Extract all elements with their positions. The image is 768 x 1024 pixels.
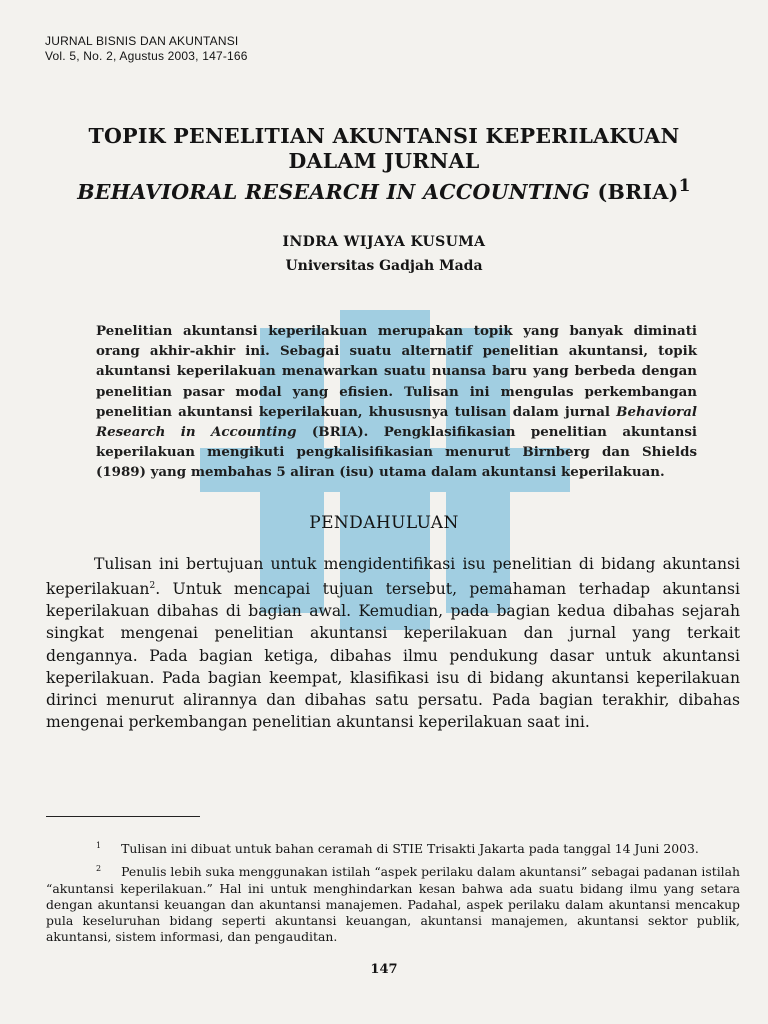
title-line-3 <box>60 174 708 205</box>
journal-issue: Vol. 5, No. 2, Agustus 2003, 147-166 <box>45 49 248 63</box>
page-number: 147 <box>370 962 398 977</box>
abstract <box>96 321 697 483</box>
intro-paragraph <box>46 553 740 733</box>
abstract-journal-name: Behavioral Research in Accounting <box>96 403 697 441</box>
journal-header <box>45 34 248 64</box>
intro-text-2: . Untuk mencapai tujuan tersebut, pemahaman terhadap akuntansi keperilakuan dibahas di bagian awal. Kemudian, pada bagian kedua dibahas sejarah singkat mengenai penelitian akuntansi keperilakuan dan jurnal yang terkait dengannya. Pada bagian ketiga, dibahas ilmu pendukung dasar untuk akuntansi keperilakuan. Pada bagian keempat, klasifikasi isu di bidang akuntansi keperilakuan dirinci menurut alirannya dan dibahas satu persatu. Pada bagian terakhir, dibahas mengenai perkembangan penelitian akuntansi keperilakuan saat ini. <box>46 580 740 731</box>
section-heading: PENDAHULUAN <box>309 513 459 533</box>
footnote-1 <box>46 838 740 857</box>
footnote-divider <box>46 816 200 817</box>
abstract-text-2: (BRIA). Pengklasifikasian penelitian akuntansi keperilakuan mengikuti pengkalisifikasian menurut Birnberg dan Shields (1989) yang membahas 5 aliran (isu) utama dalam akuntansi keperilakuan. <box>96 424 697 481</box>
footnote-2 <box>46 861 740 945</box>
article-title <box>60 124 708 205</box>
footnote-1-marker: 1 <box>96 841 102 850</box>
abstract-text-1: Penelitian akuntansi keperilakuan merupakan topik yang banyak diminati orang akhir-akhir ini. Sebagai suatu alternatif penelitian akuntansi, topik akuntansi keperilakuan menawarkan suatu nuansa baru yang berbeda dengan penelitian pasar modal yang efisien. Tulisan ini mengulas perkembangan penelitian akuntansi keperilakuan, khususnya tulisan dalam jurnal <box>96 323 697 420</box>
footnote-2-marker: 2 <box>96 864 102 874</box>
title-journal-name: BEHAVIORAL RESEARCH IN ACCOUNTING <box>77 179 591 204</box>
title-line-2: DALAM JURNAL <box>288 149 480 173</box>
title-footnote-marker: 1 <box>678 176 691 196</box>
title-line-1: TOPIK PENELITIAN AKUNTANSI KEPERILAKUAN <box>88 124 680 148</box>
author-block <box>60 230 708 278</box>
footnote-2-text: Penulis lebih suka menggunakan istilah “aspek perilaku dalam akuntansi” sebagai padanan istilah “akuntansi keperilakuan.” Hal ini untuk menghindarkan kesan bahwa ada suatu bidang ilmu yang setara dengan akuntansi keuangan dan akuntansi manajemen. Padahal, aspek perilaku dalam akuntansi mencakup pula keseluruhan bidang seperti akuntansi keuangan, akuntansi manajemen, akuntansi sektor publik, akuntansi, sistem informasi, dan pengauditan. <box>46 864 740 945</box>
footnotes <box>46 838 740 949</box>
intro-text-1: Tulisan ini bertujuan untuk mengidentifikasi isu penelitian di bidang akuntansi keperilakuan <box>46 555 740 599</box>
journal-name: JURNAL BISNIS DAN AKUNTANSI <box>45 34 239 48</box>
author-affiliation: Universitas Gadjah Mada <box>285 258 483 274</box>
title-journal-abbrev: (BRIA) <box>590 179 679 204</box>
intro-footnote-marker: 2 <box>149 581 156 592</box>
footnote-1-text: Tulisan ini dibuat untuk bahan ceramah di STIE Trisakti Jakarta pada tanggal 14 Juni 2003. <box>121 841 699 857</box>
author-name: INDRA WIJAYA KUSUMA <box>282 234 486 250</box>
